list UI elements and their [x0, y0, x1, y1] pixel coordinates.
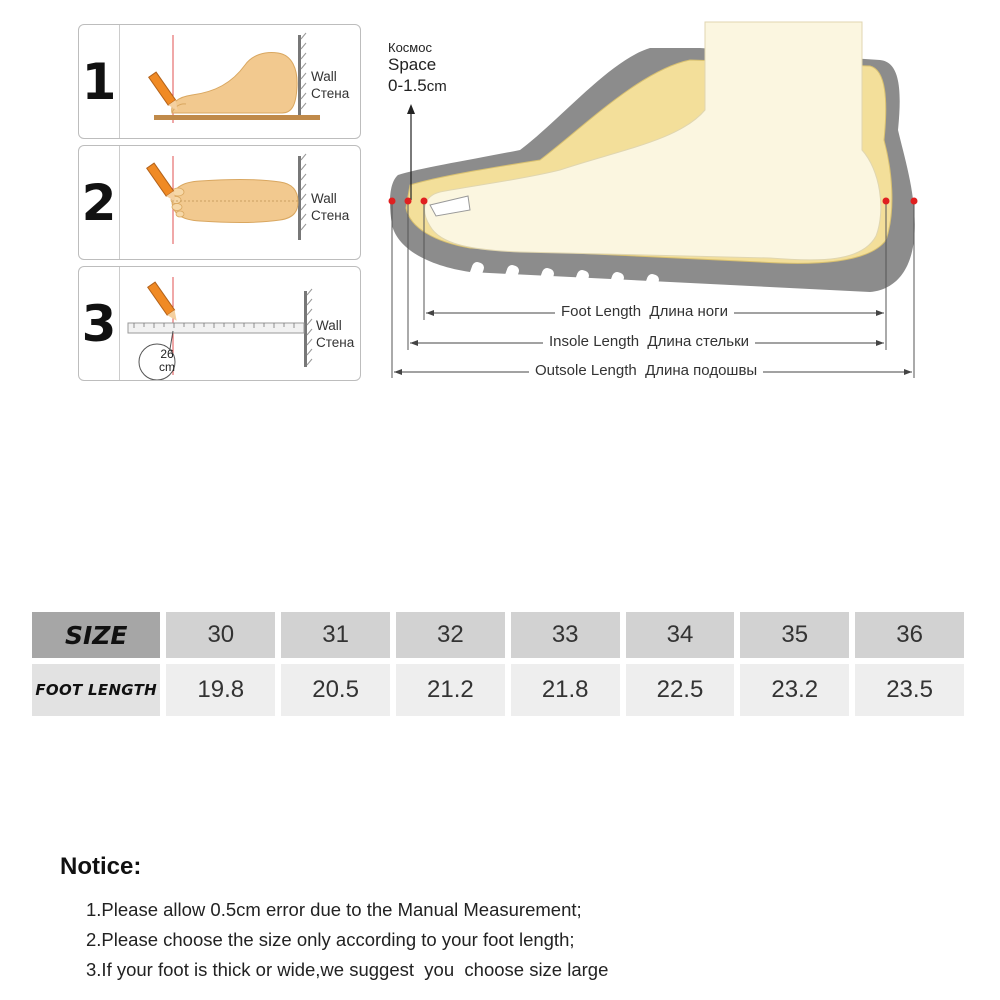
- outsole-length-label-en: Outsole Length: [535, 362, 637, 379]
- space-value-number: 0-1.5: [388, 76, 427, 95]
- notice-title: Notice:: [60, 853, 142, 880]
- foot-length-cell: 21.2: [396, 664, 505, 716]
- step-2-number: 2: [79, 146, 120, 259]
- outsole-length-label: [529, 362, 763, 379]
- shoe-cross-section-illustration: [0, 0, 1000, 400]
- size-cell: 36: [855, 612, 964, 658]
- wall-label-en: Wall: [311, 69, 337, 84]
- ruler-unit: cm: [159, 360, 175, 374]
- foot-length-label-ru: Длина ноги: [649, 303, 728, 320]
- notice-line-2: 2.Please choose the size only according to your foot length;: [86, 929, 575, 950]
- size-cell: 31: [281, 612, 390, 658]
- foot-length-cell: 23.5: [855, 664, 964, 716]
- notice-line-3: 3.If your foot is thick or wide,we suggest you choose size large: [86, 959, 609, 980]
- foot-length-row: [32, 664, 964, 716]
- wall-label-ru: Стена: [311, 208, 350, 223]
- outsole-length-label-ru: Длина подошвы: [645, 362, 758, 379]
- wall-label-en: Wall: [316, 318, 342, 333]
- foot-length-cell: 20.5: [281, 664, 390, 716]
- space-label-ru: Космос: [388, 40, 432, 55]
- foot-length-cell: 21.8: [511, 664, 620, 716]
- foot-length-label: [555, 303, 734, 320]
- size-cell: 35: [740, 612, 849, 658]
- foot-length-cell: 22.5: [626, 664, 735, 716]
- foot-length-cell: 23.2: [740, 664, 849, 716]
- insole-length-label: [543, 333, 755, 350]
- notice-line-1: 1.Please allow 0.5cm error due to the Manual Measurement;: [86, 899, 582, 920]
- size-row: [32, 612, 964, 658]
- space-value-unit: cm: [426, 78, 447, 95]
- foot-length-header: FOOT LENGTH: [32, 664, 160, 716]
- space-label-en: Space: [388, 55, 437, 74]
- size-header: SIZE: [32, 612, 160, 658]
- foot-length-cell: 19.8: [166, 664, 275, 716]
- size-cell: 33: [511, 612, 620, 658]
- size-cell: 34: [626, 612, 735, 658]
- step-3-number: 3: [79, 267, 120, 380]
- size-chart-table: [32, 612, 964, 716]
- size-cell: 32: [396, 612, 505, 658]
- wall-label-ru: Стена: [316, 335, 355, 350]
- ruler-value: 26: [160, 347, 174, 361]
- wall-label-ru: Стена: [311, 86, 350, 101]
- insole-length-label-en: Insole Length: [549, 333, 640, 350]
- foot-length-label-en: Foot Length: [561, 303, 642, 320]
- step-1-number: 1: [79, 25, 120, 138]
- size-cell: 30: [166, 612, 275, 658]
- insole-length-label-ru: Длина стельки: [647, 333, 750, 350]
- wall-label-en: Wall: [311, 191, 337, 206]
